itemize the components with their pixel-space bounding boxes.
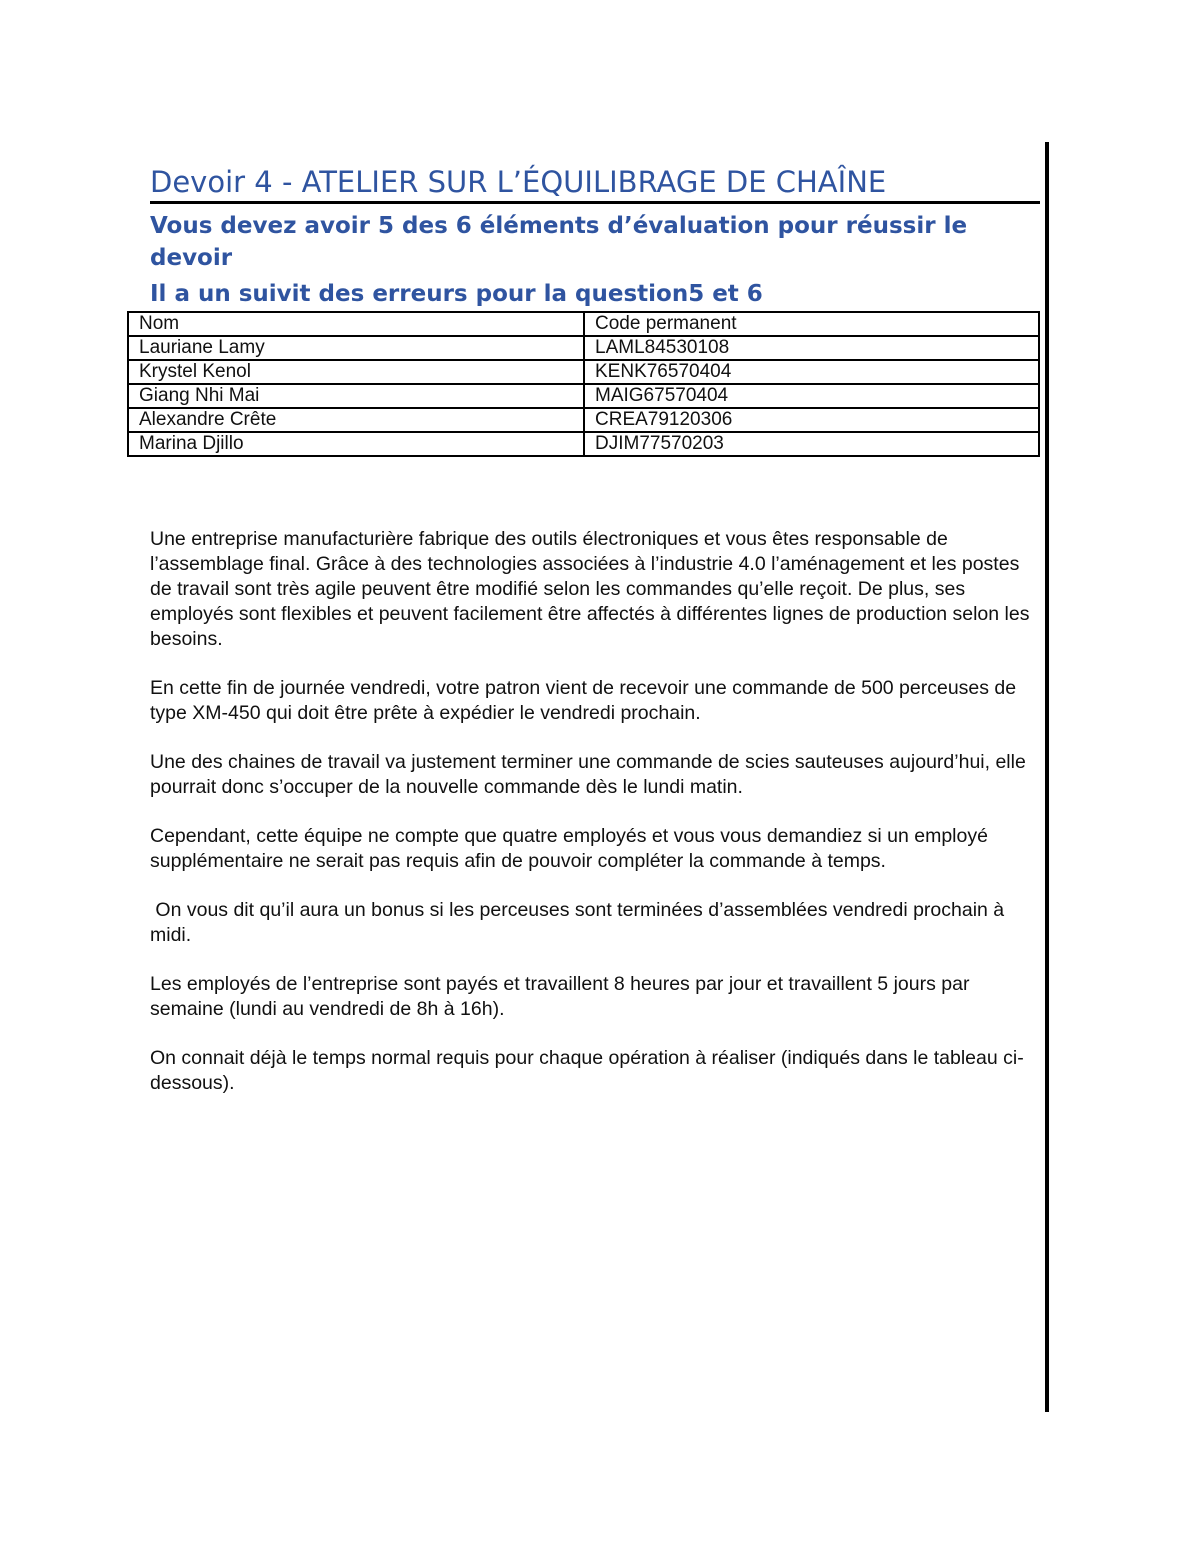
member-code: KENK76570404 — [584, 360, 1039, 384]
paragraph-operations: On connait déjà le temps normal requis pour chaque opération à réaliser (indiqués dans le tableau ci-dessous). — [150, 1047, 1024, 1094]
member-code: MAIG67570404 — [584, 384, 1039, 408]
header-name: Nom — [128, 312, 584, 336]
table-header-row — [128, 312, 1039, 336]
member-code: CREA79120306 — [584, 408, 1039, 432]
table-row — [128, 336, 1039, 360]
error-tracking-heading: Il a un suivit des erreurs pour la question5 et 6 — [150, 281, 763, 307]
member-name: Alexandre Crête — [128, 408, 584, 432]
paragraph-bonus: On vous dit qu’il aura un bonus si les perceuses sont terminées d’assemblées vendredi prochain à midi. — [150, 899, 1010, 946]
table-row — [128, 408, 1039, 432]
header-code: Code permanent — [584, 312, 1039, 336]
table-row — [128, 432, 1039, 456]
paragraph-work-hours: Les employés de l’entreprise sont payés et travaillent 8 heures par jour et travaillent 5 jours par semaine (lundi au vendredi de 8h à 16h). — [150, 973, 970, 1020]
member-name: Lauriane Lamy — [128, 336, 584, 360]
document-title: Devoir 4 - ATELIER SUR L’ÉQUILIBRAGE DE CHAÎNE — [150, 165, 887, 199]
page-right-border — [1045, 142, 1049, 1412]
paragraph-order: En cette fin de journée vendredi, votre patron vient de recevoir une commande de 500 perceuses de type XM-450 qui doit être prête à expédier le vendredi prochain. — [150, 677, 1017, 724]
title-underline — [150, 201, 1040, 204]
paragraph-team-size: Cependant, cette équipe ne compte que quatre employés et vous vous demandiez si un employé supplémentaire ne serait pas requis afin de pouvoir compléter la commande à temps. — [150, 825, 988, 872]
table-row — [128, 384, 1039, 408]
member-code: LAML84530108 — [584, 336, 1039, 360]
paragraph-context: Une entreprise manufacturière fabrique des outils électroniques et vous êtes responsable de l’assemblage final. Grâce à des technologies associées à l’industrie 4.0 l’aménagement et les postes de travail sont très agile peuvent être modifié selon les commandes qu’elle reçoit. De plus, ses employés sont flexibles et peuvent facilement être affectés à différentes lignes de production selon les besoins. — [150, 528, 1030, 650]
assignment-description — [150, 527, 1045, 1120]
evaluation-requirement-heading: Vous devez avoir 5 des 6 éléments d’évaluation pour réussir le devoir — [150, 213, 968, 271]
member-name: Krystel Kenol — [128, 360, 584, 384]
table-row — [128, 360, 1039, 384]
paragraph-work-chain: Une des chaines de travail va justement terminer une commande de scies sauteuses aujourd’hui, elle pourrait donc s’occuper de la nouvelle commande dès le lundi matin. — [150, 751, 1026, 798]
member-name: Giang Nhi Mai — [128, 384, 584, 408]
team-members-table — [127, 311, 1040, 457]
member-name: Marina Djillo — [128, 432, 584, 456]
member-code: DJIM77570203 — [584, 432, 1039, 456]
